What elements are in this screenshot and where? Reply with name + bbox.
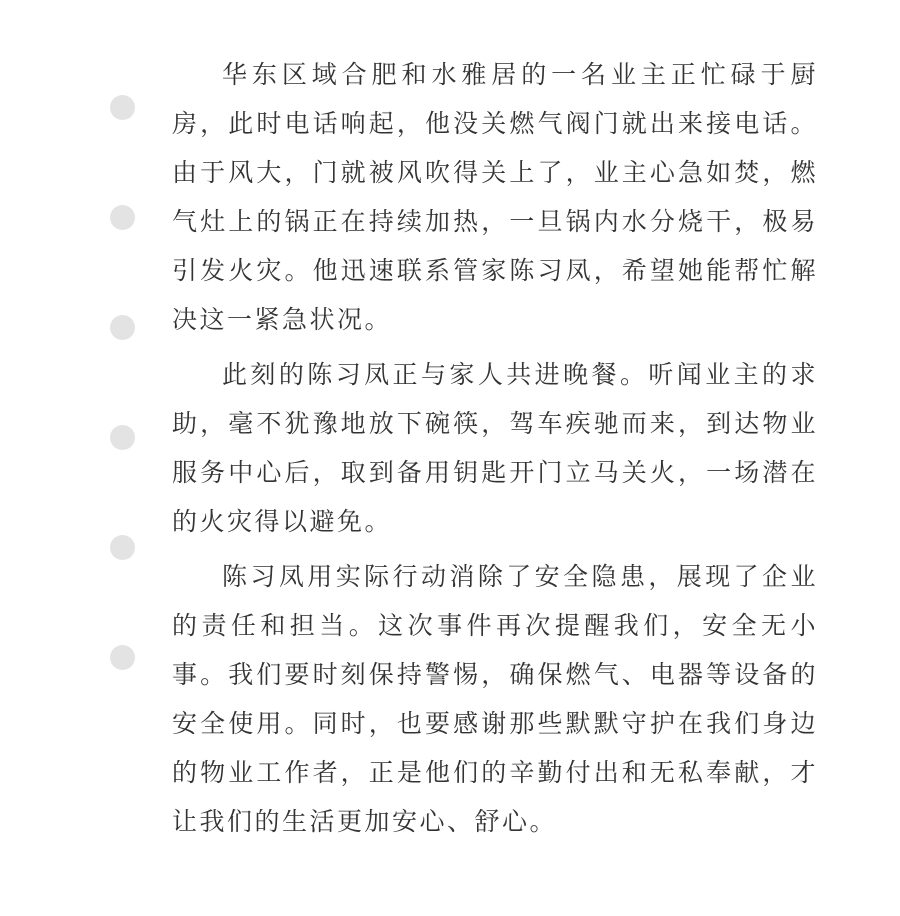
decorative-dot [110, 95, 135, 120]
decorative-dot [110, 645, 135, 670]
article-paragraph-1: 华东区域合肥和水雅居的一名业主正忙碌于厨房，此时电话响起，他没关燃气阀门就出来接电话。由于风大，门就被风吹得关上了，业主心急如焚，燃气灶上的锅正在持续加热，一旦锅内水分烧干，极易引发火灾。他迅速联系管家陈习凤，希望她能帮忙解决这一紧急状况。 [172, 60, 818, 334]
article-body [172, 50, 818, 852]
article-paragraph-2: 此刻的陈习凤正与家人共进晚餐。听闻业主的求助，毫不犹豫地放下碗筷，驾车疾驰而来，到达物业服务中心后，取到备用钥匙开门立马关火，一场潜在的火灾得以避免。 [172, 360, 818, 536]
decorative-dot [110, 535, 135, 560]
decorative-dot [110, 205, 135, 230]
decorative-dot [110, 315, 135, 340]
decorative-dots-column [0, 0, 160, 916]
decorative-dot [110, 425, 135, 450]
article-paragraph-3: 陈习凤用实际行动消除了安全隐患，展现了企业的责任和担当。这次事件再次提醒我们，安全无小事。我们要时刻保持警惕，确保燃气、电器等设备的安全使用。同时，也要感谢那些默默守护在我们身边的物业工作者，正是他们的辛勤付出和无私奉献，才让我们的生活更加安心、舒心。 [172, 562, 818, 836]
